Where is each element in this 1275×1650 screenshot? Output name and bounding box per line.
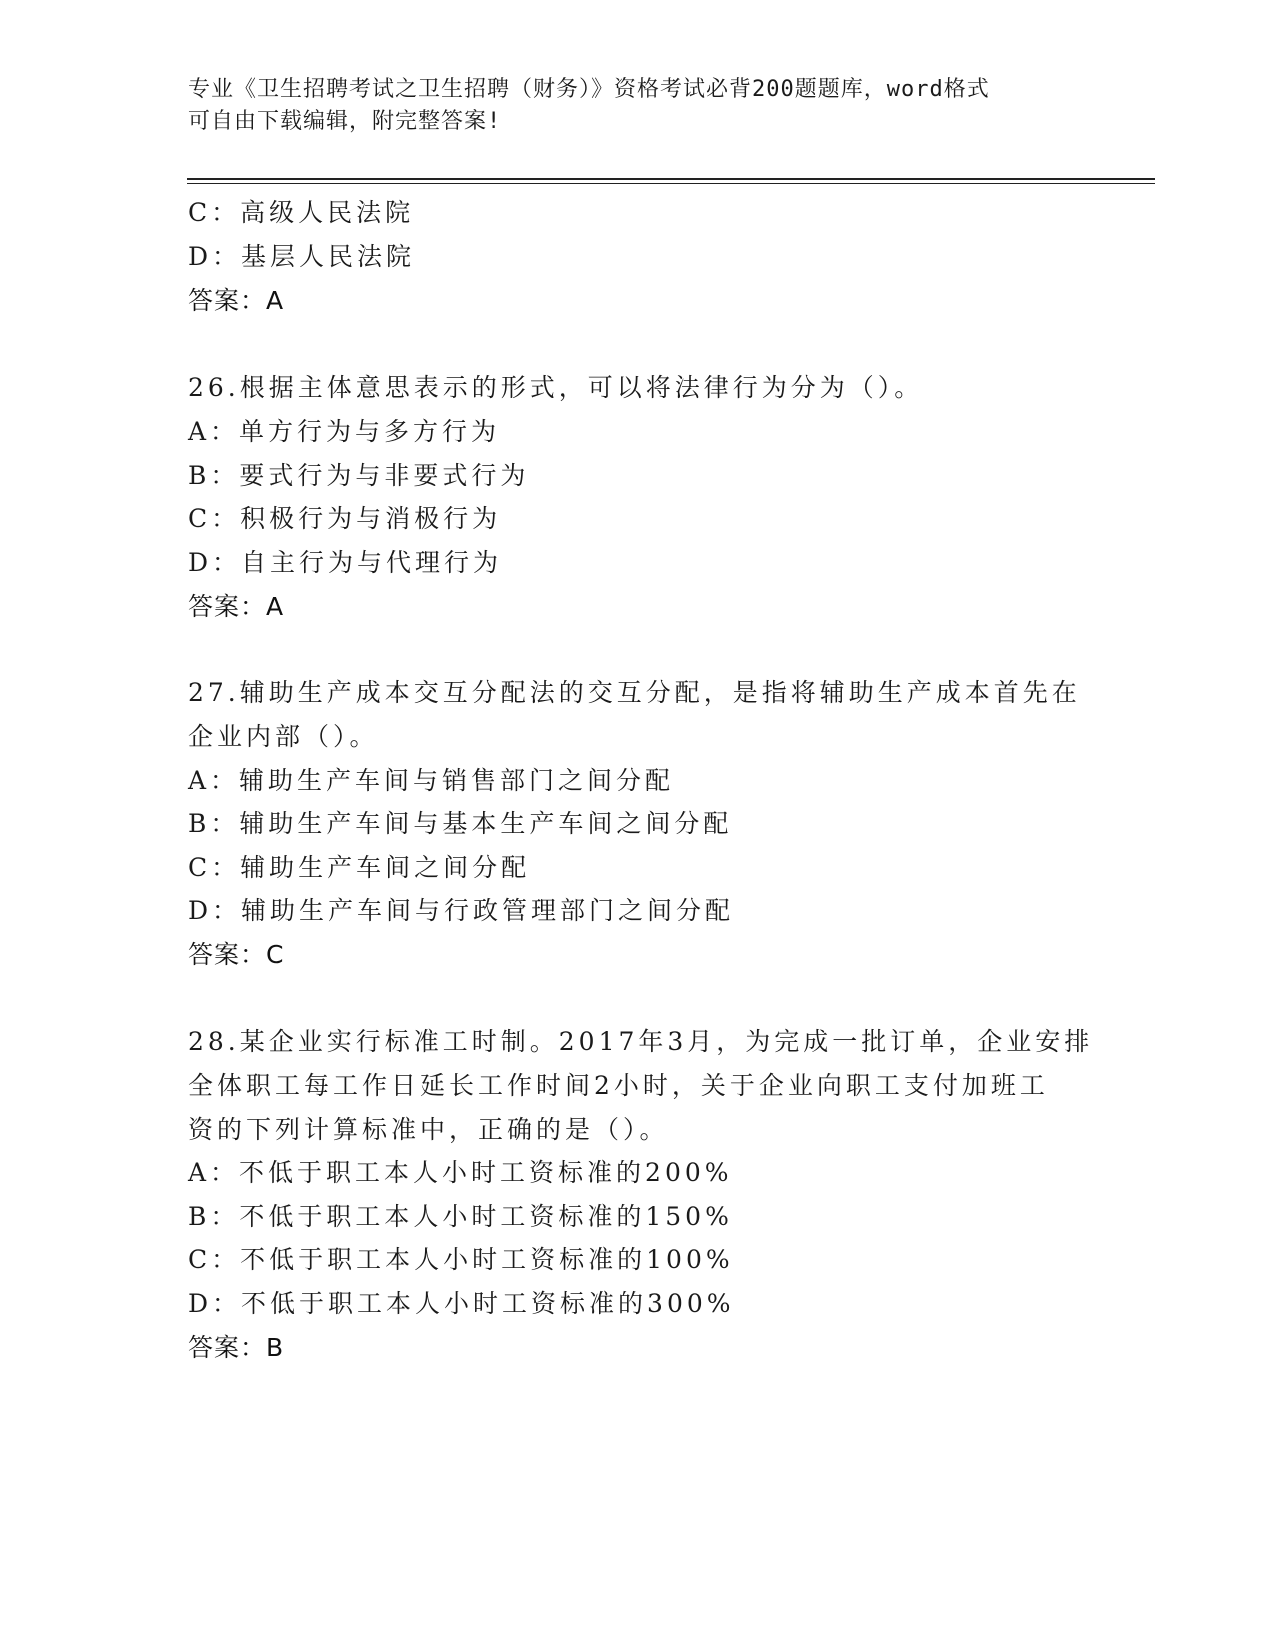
q28-option-a: A：不低于职工本人小时工资标准的200%	[188, 1158, 733, 1187]
page-header	[188, 74, 1068, 138]
q27-option-c: C：辅助生产车间之间分配	[188, 853, 531, 882]
q28-question-line-1: 28.某企业实行标准工时制。2017年3月，为完成一批订单，企业安排	[188, 1027, 1094, 1056]
q26-answer: 答案：A	[188, 592, 285, 621]
q28-option-c: C：不低于职工本人小时工资标准的100%	[188, 1245, 734, 1274]
q26-option-c: C：积极行为与消极行为	[188, 504, 502, 533]
q27-option-d: D：辅助生产车间与行政管理部门之间分配	[188, 896, 735, 925]
q28-answer: 答案：B	[188, 1333, 285, 1362]
q26-option-d: D：自主行为与代理行为	[188, 548, 503, 577]
header-title-line-2: 可自由下载编辑，附完整答案!	[188, 109, 502, 134]
header-divider-thick	[187, 178, 1155, 180]
q25-answer: 答案：A	[188, 286, 285, 315]
header-title-line-1: 专业《卫生招聘考试之卫生招聘（财务）》资格考试必背200题题库，word格式	[188, 77, 990, 102]
q28-option-d: D：不低于职工本人小时工资标准的300%	[188, 1289, 735, 1318]
q25-option-d: D：基层人民法院	[188, 242, 416, 271]
q28-question-line-3: 资的下列计算标准中，正确的是（）。	[188, 1115, 669, 1144]
q28-question-line-2: 全体职工每工作日延长工作时间2小时，关于企业向职工支付加班工	[188, 1071, 1049, 1100]
q26-option-a: A：单方行为与多方行为	[188, 417, 501, 446]
q26-question: 26.根据主体意思表示的形式，可以将法律行为分为（）。	[188, 373, 924, 402]
q27-question-line-1: 27.辅助生产成本交互分配法的交互分配，是指将辅助生产成本首先在	[188, 678, 1081, 707]
header-divider-thin	[187, 183, 1155, 184]
q27-option-b: B：辅助生产车间与基本生产车间之间分配	[188, 809, 733, 838]
q27-answer: 答案：C	[188, 940, 285, 969]
q26-option-b: B：要式行为与非要式行为	[188, 461, 530, 490]
q27-option-a: A：辅助生产车间与销售部门之间分配	[188, 766, 675, 795]
q28-option-b: B：不低于职工本人小时工资标准的150%	[188, 1202, 733, 1231]
q27-question-line-2: 企业内部（）。	[188, 722, 379, 751]
q25-option-c: C：高级人民法院	[188, 198, 415, 227]
